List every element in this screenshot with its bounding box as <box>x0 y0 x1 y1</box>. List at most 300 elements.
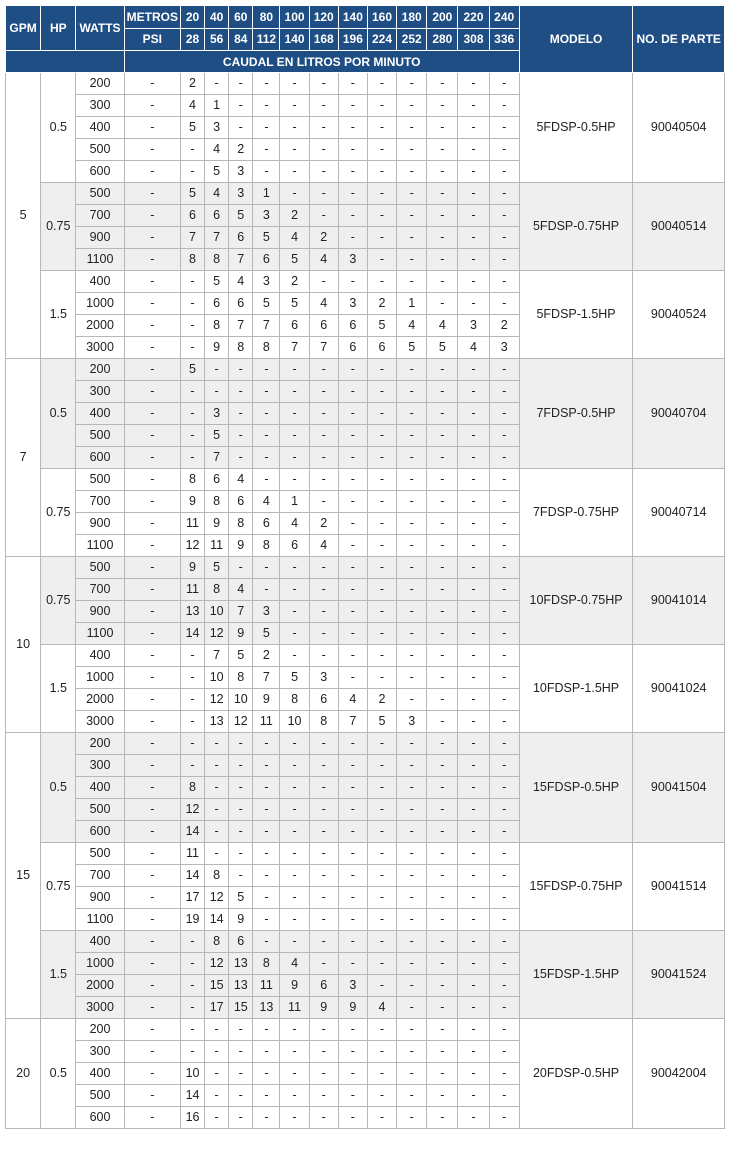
flow-value-cell: 4 <box>280 227 309 249</box>
flow-value-cell: - <box>458 623 489 645</box>
flow-value-cell: - <box>309 95 338 117</box>
flow-value-cell: 1 <box>280 491 309 513</box>
flow-value-cell: - <box>367 403 396 425</box>
flow-value-cell: - <box>397 161 427 183</box>
flow-value-cell: 4 <box>397 315 427 337</box>
flow-value-cell: 9 <box>309 997 338 1019</box>
watts-cell: 2000 <box>76 315 124 337</box>
flow-value-cell: 5 <box>280 249 309 271</box>
flow-value-cell: 8 <box>180 249 204 271</box>
flow-value-cell: - <box>367 535 396 557</box>
flow-value-cell: - <box>367 931 396 953</box>
flow-value-cell: 2 <box>280 205 309 227</box>
flow-value-cell: - <box>229 865 253 887</box>
flow-value-cell: 7 <box>180 227 204 249</box>
flow-value-cell: - <box>427 447 458 469</box>
flow-value-cell: - <box>338 227 367 249</box>
flow-value-cell: 4 <box>309 535 338 557</box>
flow-value-cell: - <box>124 931 180 953</box>
flow-value-cell: 5 <box>397 337 427 359</box>
flow-value-cell: - <box>489 95 519 117</box>
flow-value-cell: - <box>338 117 367 139</box>
flow-value-cell: 5 <box>205 557 229 579</box>
flow-value-cell: - <box>205 843 229 865</box>
flow-value-cell: - <box>427 381 458 403</box>
flow-value-cell: - <box>458 293 489 315</box>
header-psi-value: 168 <box>309 28 338 51</box>
header-metros-value: 80 <box>253 6 280 29</box>
flow-value-cell: - <box>489 117 519 139</box>
watts-cell: 600 <box>76 161 124 183</box>
flow-value-cell: - <box>458 183 489 205</box>
flow-value-cell: - <box>124 117 180 139</box>
flow-value-cell: - <box>458 1041 489 1063</box>
flow-value-cell: 6 <box>309 689 338 711</box>
flow-value-cell: 8 <box>309 711 338 733</box>
flow-value-cell: - <box>367 953 396 975</box>
flow-value-cell: 5 <box>280 667 309 689</box>
flow-value-cell: - <box>124 227 180 249</box>
flow-value-cell: - <box>229 821 253 843</box>
flow-value-cell: - <box>489 645 519 667</box>
flow-value-cell: 13 <box>253 997 280 1019</box>
flow-value-cell: - <box>309 469 338 491</box>
flow-value-cell: - <box>397 865 427 887</box>
header-psi-value: 336 <box>489 28 519 51</box>
flow-value-cell: - <box>397 623 427 645</box>
header-metros-value: 180 <box>397 6 427 29</box>
flow-value-cell: - <box>489 799 519 821</box>
flow-value-cell: 8 <box>205 579 229 601</box>
watts-cell: 3000 <box>76 337 124 359</box>
flow-value-cell: - <box>489 249 519 271</box>
flow-value-cell: 3 <box>205 117 229 139</box>
flow-value-cell: - <box>229 1019 253 1041</box>
flow-value-cell: - <box>489 359 519 381</box>
header-psi-value: 28 <box>180 28 204 51</box>
hp-cell: 0.75 <box>41 843 76 931</box>
flow-value-cell: - <box>124 821 180 843</box>
flow-value-cell: - <box>367 755 396 777</box>
flow-value-cell: - <box>427 601 458 623</box>
modelo-cell: 20FDSP-0.5HP <box>519 1019 633 1129</box>
flow-value-cell: - <box>309 909 338 931</box>
flow-value-cell: - <box>397 557 427 579</box>
flow-value-cell: 6 <box>229 227 253 249</box>
flow-value-cell: 6 <box>309 975 338 997</box>
flow-value-cell: - <box>367 95 396 117</box>
flow-value-cell: - <box>489 469 519 491</box>
flow-value-cell: - <box>124 381 180 403</box>
flow-value-cell: - <box>427 513 458 535</box>
flow-value-cell: 2 <box>280 271 309 293</box>
table-header <box>6 6 725 73</box>
part-number-cell: 90041014 <box>633 557 725 645</box>
header-caudal: CAUDAL EN LITROS POR MINUTO <box>124 51 519 73</box>
header-metros-value: 120 <box>309 6 338 29</box>
flow-value-cell: - <box>397 249 427 271</box>
flow-value-cell: 5 <box>367 711 396 733</box>
flow-value-cell: - <box>180 645 204 667</box>
flow-value-cell: - <box>458 887 489 909</box>
watts-cell: 400 <box>76 931 124 953</box>
flow-value-cell: 5 <box>229 645 253 667</box>
flow-value-cell: - <box>124 667 180 689</box>
flow-value-cell: - <box>124 777 180 799</box>
flow-value-cell: - <box>124 95 180 117</box>
watts-cell: 500 <box>76 183 124 205</box>
flow-value-cell: - <box>367 73 396 95</box>
flow-value-cell: - <box>427 887 458 909</box>
flow-value-cell: 2 <box>367 689 396 711</box>
flow-value-cell: - <box>180 667 204 689</box>
flow-value-cell: 11 <box>180 579 204 601</box>
flow-value-cell: - <box>309 359 338 381</box>
flow-value-cell: - <box>309 73 338 95</box>
flow-value-cell: - <box>338 205 367 227</box>
flow-value-cell: - <box>124 733 180 755</box>
flow-value-cell: - <box>180 403 204 425</box>
flow-value-cell: 14 <box>180 1085 204 1107</box>
flow-value-cell: - <box>253 557 280 579</box>
flow-value-cell: - <box>124 73 180 95</box>
flow-value-cell: 5 <box>280 293 309 315</box>
flow-value-cell: 7 <box>338 711 367 733</box>
flow-value-cell: - <box>253 425 280 447</box>
flow-value-cell: - <box>338 161 367 183</box>
flow-value-cell: - <box>253 1107 280 1129</box>
flow-value-cell: - <box>309 755 338 777</box>
flow-value-cell: 1 <box>253 183 280 205</box>
flow-value-cell: - <box>427 733 458 755</box>
flow-value-cell: - <box>205 1019 229 1041</box>
flow-value-cell: - <box>124 535 180 557</box>
header-no-de-parte: NO. DE PARTE <box>633 6 725 73</box>
flow-value-cell: - <box>309 271 338 293</box>
flow-value-cell: - <box>458 733 489 755</box>
flow-value-cell: - <box>397 821 427 843</box>
watts-cell: 400 <box>76 777 124 799</box>
flow-value-cell: 10 <box>205 667 229 689</box>
flow-value-cell: - <box>180 931 204 953</box>
flow-value-cell: - <box>124 139 180 161</box>
flow-value-cell: - <box>397 667 427 689</box>
flow-value-cell: - <box>124 249 180 271</box>
flow-value-cell: - <box>458 711 489 733</box>
flow-value-cell: - <box>427 755 458 777</box>
flow-value-cell: 12 <box>229 711 253 733</box>
flow-value-cell: 11 <box>253 711 280 733</box>
flow-value-cell: - <box>180 337 204 359</box>
header-psi-value: 280 <box>427 28 458 51</box>
flow-value-cell: - <box>229 843 253 865</box>
flow-value-cell: - <box>280 381 309 403</box>
flow-value-cell: - <box>489 1019 519 1041</box>
flow-value-cell: - <box>124 491 180 513</box>
table-row <box>6 645 725 667</box>
flow-value-cell: - <box>338 1019 367 1041</box>
flow-value-cell: - <box>309 931 338 953</box>
flow-value-cell: - <box>229 95 253 117</box>
flow-value-cell: - <box>124 865 180 887</box>
flow-value-cell: - <box>397 887 427 909</box>
flow-value-cell: - <box>309 117 338 139</box>
watts-cell: 500 <box>76 799 124 821</box>
flow-value-cell: 5 <box>180 117 204 139</box>
flow-value-cell: 5 <box>229 205 253 227</box>
flow-value-cell: - <box>367 623 396 645</box>
flow-value-cell: - <box>489 381 519 403</box>
flow-value-cell: 1 <box>205 95 229 117</box>
header-psi: PSI <box>124 28 180 51</box>
flow-value-cell: - <box>489 139 519 161</box>
flow-value-cell: - <box>229 73 253 95</box>
flow-value-cell: - <box>489 293 519 315</box>
modelo-cell: 5FDSP-1.5HP <box>519 271 633 359</box>
flow-value-cell: - <box>205 1085 229 1107</box>
flow-value-cell: - <box>205 1063 229 1085</box>
flow-value-cell: - <box>458 667 489 689</box>
flow-value-cell: - <box>458 469 489 491</box>
table-row <box>6 271 725 293</box>
flow-value-cell: 9 <box>229 909 253 931</box>
flow-value-cell: 5 <box>205 425 229 447</box>
flow-value-cell: 14 <box>205 909 229 931</box>
flow-value-cell: 3 <box>338 975 367 997</box>
flow-value-cell: - <box>309 1085 338 1107</box>
flow-value-cell: - <box>489 1107 519 1129</box>
flow-value-cell: - <box>367 843 396 865</box>
hp-cell: 0.5 <box>41 733 76 843</box>
flow-value-cell: - <box>180 271 204 293</box>
flow-value-cell: - <box>489 755 519 777</box>
flow-value-cell: 8 <box>253 535 280 557</box>
flow-value-cell: - <box>253 931 280 953</box>
flow-value-cell: - <box>124 711 180 733</box>
flow-value-cell: - <box>397 535 427 557</box>
flow-value-cell: - <box>309 953 338 975</box>
flow-value-cell: - <box>280 1063 309 1085</box>
flow-value-cell: 6 <box>253 249 280 271</box>
flow-value-cell: - <box>280 469 309 491</box>
flow-value-cell: 15 <box>205 975 229 997</box>
flow-value-cell: - <box>489 909 519 931</box>
flow-value-cell: - <box>124 1107 180 1129</box>
flow-value-cell: - <box>338 183 367 205</box>
flow-value-cell: 11 <box>253 975 280 997</box>
flow-value-cell: - <box>458 821 489 843</box>
flow-value-cell: 6 <box>229 931 253 953</box>
flow-value-cell: - <box>489 865 519 887</box>
flow-value-cell: - <box>253 1041 280 1063</box>
flow-value-cell: - <box>427 579 458 601</box>
flow-value-cell: - <box>397 843 427 865</box>
header-psi-value: 112 <box>253 28 280 51</box>
flow-value-cell: - <box>280 1107 309 1129</box>
flow-value-cell: - <box>489 931 519 953</box>
gpm-cell: 10 <box>6 557 41 733</box>
flow-value-cell: 9 <box>180 557 204 579</box>
flow-value-cell: - <box>253 139 280 161</box>
flow-value-cell: - <box>338 403 367 425</box>
flow-value-cell: 6 <box>205 293 229 315</box>
flow-value-cell: 4 <box>253 491 280 513</box>
flow-value-cell: - <box>367 821 396 843</box>
flow-value-cell: 7 <box>253 315 280 337</box>
flow-value-cell: - <box>367 205 396 227</box>
flow-value-cell: - <box>280 623 309 645</box>
flow-value-cell: - <box>253 909 280 931</box>
flow-value-cell: 4 <box>458 337 489 359</box>
flow-value-cell: - <box>427 1063 458 1085</box>
flow-value-cell: - <box>397 359 427 381</box>
flow-value-cell: 10 <box>205 601 229 623</box>
flow-value-cell: - <box>367 139 396 161</box>
flow-value-cell: 5 <box>229 887 253 909</box>
flow-value-cell: - <box>489 491 519 513</box>
table-row <box>6 733 725 755</box>
flow-value-cell: - <box>280 117 309 139</box>
flow-value-cell: - <box>367 513 396 535</box>
flow-value-cell: 8 <box>180 469 204 491</box>
flow-value-cell: - <box>280 777 309 799</box>
flow-value-cell: - <box>427 645 458 667</box>
flow-value-cell: - <box>309 183 338 205</box>
flow-value-cell: 5 <box>180 359 204 381</box>
flow-value-cell: 5 <box>253 623 280 645</box>
table-row <box>6 359 725 381</box>
flow-value-cell: - <box>458 1063 489 1085</box>
flow-value-cell: - <box>253 755 280 777</box>
header-psi-value: 252 <box>397 28 427 51</box>
flow-value-cell: - <box>458 645 489 667</box>
flow-value-cell: 8 <box>205 315 229 337</box>
flow-value-cell: - <box>124 271 180 293</box>
flow-value-cell: - <box>367 667 396 689</box>
table-row <box>6 469 725 491</box>
flow-value-cell: - <box>338 381 367 403</box>
flow-value-cell: 6 <box>205 469 229 491</box>
watts-cell: 1000 <box>76 953 124 975</box>
flow-value-cell: - <box>280 865 309 887</box>
flow-value-cell: - <box>338 843 367 865</box>
flow-value-cell: 6 <box>280 315 309 337</box>
flow-value-cell: 11 <box>180 513 204 535</box>
flow-value-cell: - <box>367 579 396 601</box>
flow-value-cell: - <box>309 733 338 755</box>
flow-value-cell: - <box>427 359 458 381</box>
header-blank <box>6 51 125 73</box>
flow-value-cell: - <box>397 799 427 821</box>
flow-value-cell: 5 <box>253 227 280 249</box>
flow-value-cell: - <box>367 1019 396 1041</box>
flow-value-cell: - <box>253 447 280 469</box>
flow-value-cell: - <box>280 887 309 909</box>
watts-cell: 2000 <box>76 975 124 997</box>
flow-value-cell: 12 <box>205 689 229 711</box>
flow-value-cell: - <box>229 755 253 777</box>
flow-value-cell: - <box>458 931 489 953</box>
flow-value-cell: - <box>280 403 309 425</box>
watts-cell: 600 <box>76 447 124 469</box>
flow-value-cell: - <box>124 205 180 227</box>
flow-value-cell: 6 <box>229 293 253 315</box>
watts-cell: 3000 <box>76 711 124 733</box>
flow-value-cell: - <box>427 799 458 821</box>
flow-value-cell: 8 <box>229 337 253 359</box>
flow-value-cell: 6 <box>229 491 253 513</box>
flow-value-cell: 19 <box>180 909 204 931</box>
flow-value-cell: - <box>309 1041 338 1063</box>
flow-value-cell: - <box>427 491 458 513</box>
flow-value-cell: - <box>309 821 338 843</box>
flow-value-cell: - <box>338 777 367 799</box>
flow-value-cell: 10 <box>180 1063 204 1085</box>
flow-value-cell: 2 <box>309 513 338 535</box>
flow-value-cell: - <box>367 1107 396 1129</box>
flow-value-cell: 12 <box>205 953 229 975</box>
flow-value-cell: 6 <box>253 513 280 535</box>
flow-value-cell: 7 <box>205 447 229 469</box>
flow-value-cell: - <box>124 403 180 425</box>
watts-cell: 300 <box>76 381 124 403</box>
table-row <box>6 1019 725 1041</box>
flow-value-cell: - <box>458 95 489 117</box>
flow-value-cell: 1 <box>397 293 427 315</box>
flow-value-cell: - <box>397 139 427 161</box>
flow-value-cell: 12 <box>205 623 229 645</box>
flow-value-cell: - <box>253 381 280 403</box>
flow-value-cell: 5 <box>205 271 229 293</box>
flow-value-cell: 2 <box>229 139 253 161</box>
flow-value-cell: 7 <box>309 337 338 359</box>
header-psi-value: 140 <box>280 28 309 51</box>
flow-value-cell: - <box>397 579 427 601</box>
flow-value-cell: - <box>338 931 367 953</box>
flow-value-cell: - <box>427 865 458 887</box>
flow-value-cell: 3 <box>458 315 489 337</box>
flow-value-cell: 7 <box>229 601 253 623</box>
flow-value-cell: - <box>205 755 229 777</box>
flow-value-cell: - <box>427 249 458 271</box>
flow-value-cell: - <box>180 975 204 997</box>
flow-value-cell: - <box>280 161 309 183</box>
gpm-cell: 15 <box>6 733 41 1019</box>
flow-value-cell: - <box>280 755 309 777</box>
flow-value-cell: - <box>458 997 489 1019</box>
flow-value-cell: - <box>338 425 367 447</box>
flow-value-cell: - <box>397 777 427 799</box>
flow-value-cell: - <box>338 1063 367 1085</box>
watts-cell: 200 <box>76 359 124 381</box>
flow-value-cell: - <box>489 535 519 557</box>
watts-cell: 1100 <box>76 623 124 645</box>
flow-value-cell: - <box>280 447 309 469</box>
flow-value-cell: - <box>280 799 309 821</box>
flow-value-cell: 8 <box>229 667 253 689</box>
flow-value-cell: - <box>124 887 180 909</box>
flow-value-cell: 14 <box>180 865 204 887</box>
flow-value-cell: - <box>489 271 519 293</box>
flow-value-cell: - <box>229 403 253 425</box>
flow-value-cell: - <box>205 73 229 95</box>
flow-value-cell: - <box>124 293 180 315</box>
flow-value-cell: 11 <box>280 997 309 1019</box>
flow-value-cell: - <box>427 1041 458 1063</box>
flow-value-cell: 3 <box>309 667 338 689</box>
flow-value-cell: 6 <box>309 315 338 337</box>
flow-value-cell: - <box>280 425 309 447</box>
